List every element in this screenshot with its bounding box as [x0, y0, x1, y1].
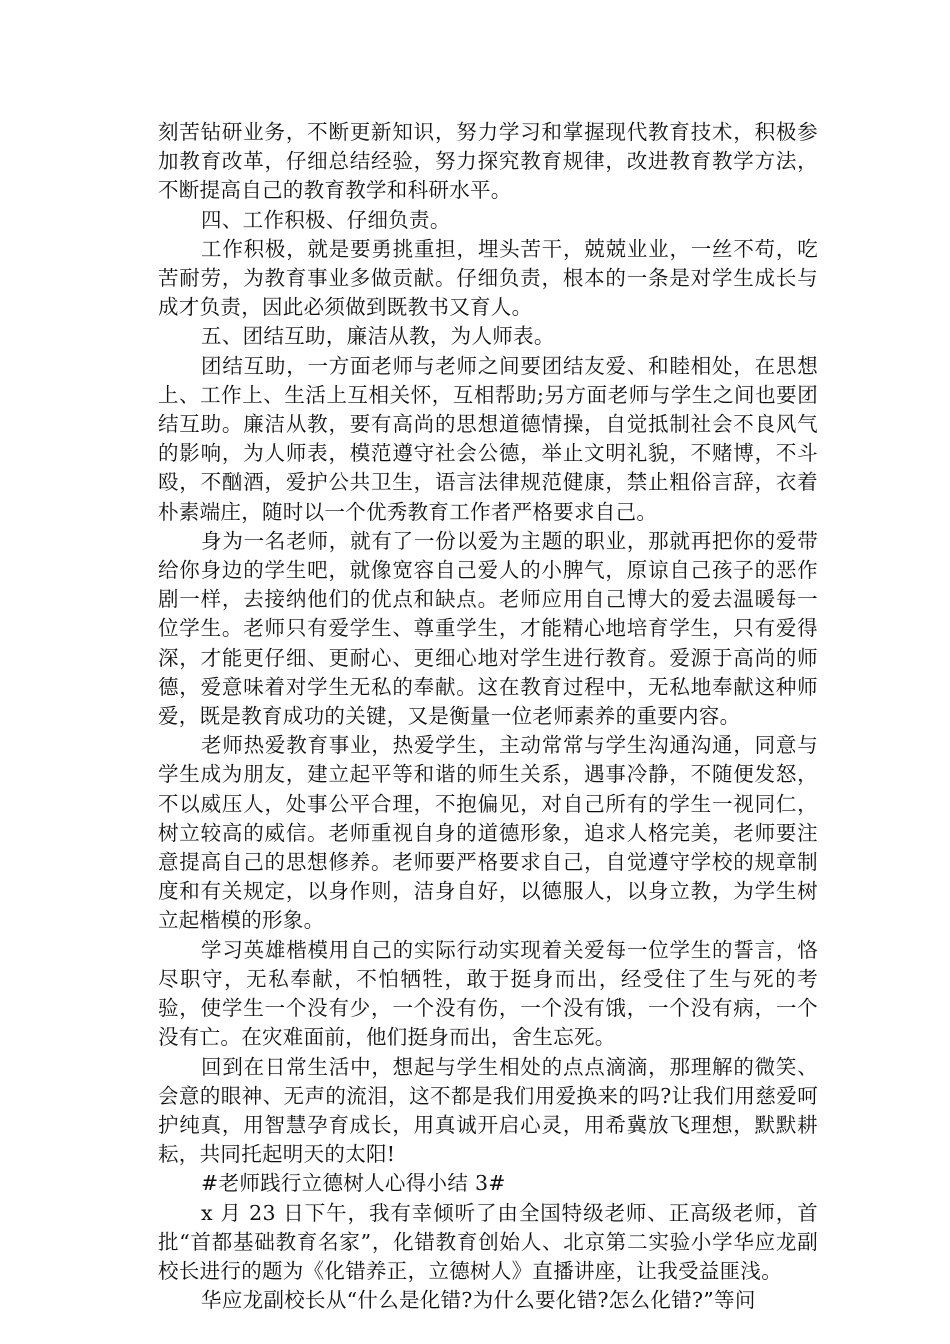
paragraph-12: 华应龙副校长从“什么是化错?为什么要化错?怎么化错?”等问 — [201, 1288, 756, 1313]
paragraph-1: 刻苦钻研业务，不断更新知识，努力学习和掌握现代教育技术，积极参加教育改革，仔细总结经验，努力探究教育规律，改进教育教学方法，不断提高自己的教育教学和科研水平。 — [158, 120, 818, 203]
paragraph-8: 学习英雄楷模用自己的实际行动实现着关爱每一位学生的誓言，恪尽职守，无私奉献，不怕牺牲，敢于挺身而出，经受住了生与死的考验，使学生一个没有少，一个没有伤，一个没有饿，一个没有病，一个没有亡。在灾难面前，他们挺身而出，舍生忘死。 — [158, 937, 818, 1050]
section-heading-4: 四、工作积极、仔细负责。 — [201, 207, 451, 232]
paragraph-9: 回到在日常生活中，想起与学生相处的点点滴滴，那理解的微笑、会意的眼神、无声的流泪，这不都是我们用爱换来的吗?让我们用慈爱呵护纯真，用智慧孕育成长，用真诚开启心灵，用希冀放飞理想，默默耕耘，共同托起明天的太阳! — [158, 1054, 818, 1167]
paragraph-7: 老师热爱教育事业，热爱学生，主动常常与学生沟通沟通，同意与学生成为朋友，建立起平等和谐的师生关系，遇事冷静，不随便发怒，不以威压人，处事公平合理，不抱偏见，对自己所有的学生一视同仁，树立较高的威信。老师重视自身的道德形象，追求人格完美，老师要注意提高自己的思想修养。老师要严格要求自己，自觉遵守学校的规章制度和有关规定，以身作则，洁身自好，以德服人，以身立教，为学生树立起楷模的形象。 — [158, 733, 818, 933]
paragraph-6: 身为一名老师，就有了一份以爱为主题的职业，那就再把你的爱带给你身边的学生吧，就像宽容自己爱人的小脾气，原谅自己孩子的恶作剧一样，去接纳他们的优点和缺点。老师应用自己博大的爱去温暖每一位学生。老师只有爱学生、尊重学生，才能精心地培育学生，只有爱得深，才能更仔细、更耐心、更细心地对学生进行教育。爱源于高尚的师德，爱意味着对学生无私的奉献。这在教育过程中，无私地奉献这种师爱，既是教育成功的关键，又是衡量一位老师素养的重要内容。 — [158, 528, 818, 729]
paragraph-3: 工作积极，就是要勇挑重担，埋头苦干，兢兢业业，一丝不苟，吃苦耐劳，为教育事业多做贡献。仔细负责，根本的一条是对学生成长与成才负责，因此必须做到既教书又育人。 — [158, 236, 818, 320]
article-heading-3: #老师践行立德树人心得小结 3# — [201, 1171, 506, 1196]
section-heading-5: 五、团结互助，廉洁从教，为人师表。 — [201, 324, 555, 349]
document-body — [158, 118, 818, 1315]
paragraph-11: x 月 23 日下午，我有幸倾听了由全国特级老师、正高级老师，首批“首都基础教育名家”，化错教育创始人、北京第二实验小学华应龙副校长进行的题为《化错养正，立德树人》直播讲座，让我受益匪浅。 — [158, 1200, 818, 1283]
paragraph-5: 团结互助，一方面老师与老师之间要团结友爱、和睦相处，在思想上、工作上、生活上互相关怀，互相帮助;另方面老师与学生之间也要团结互助。廉洁从教，要有高尚的思想道德情操，自觉抵制社会不良风气的影响，为人师表，模范遵守社会公德，举止文明礼貌，不赌博，不斗殴，不酗酒，爱护公共卫生，语言法律规范健康，禁止粗俗言辞，衣着朴素端庄，随时以一个优秀教育工作者严格要求自己。 — [158, 353, 818, 524]
